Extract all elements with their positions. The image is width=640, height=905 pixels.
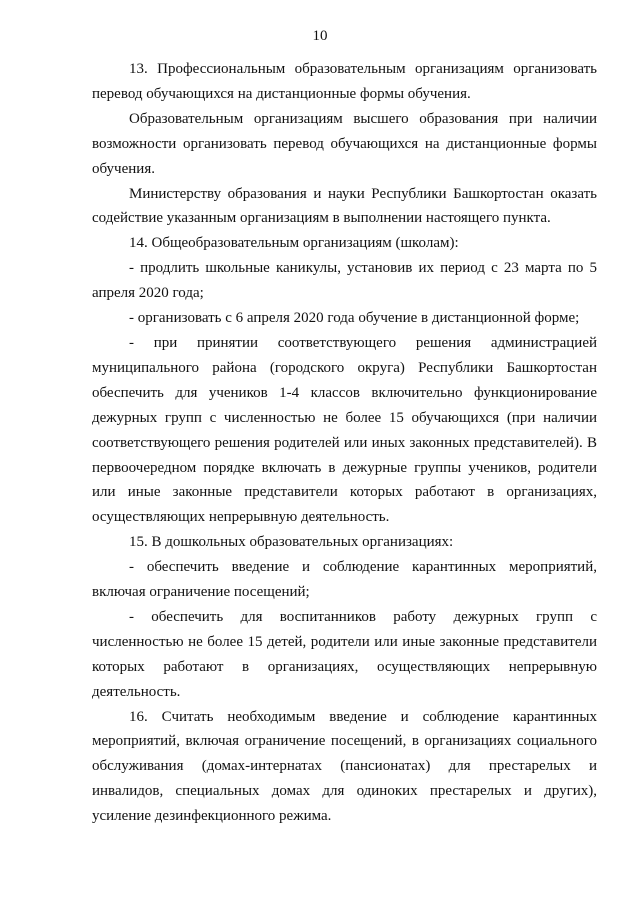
paragraph-13: 13. Профессиональным образовательным организациям организовать перевод обучающихся на дистанционные формы обучения. — [92, 61, 597, 102]
document-body — [92, 57, 597, 829]
paragraph-16: 16. Считать необходимым введение и соблюдение карантинных мероприятий, включая ограничение посещений, в организациях социального обслуживания (домах-интернатах (пансионатах) для престарелых и инвалидов, специальных домах для одиноких престарелых и других), усиление дезинфекционного режима. — [92, 708, 597, 825]
paragraph-14-duty-groups: - при принятии соответствующего решения администрацией муниципального района (городского округа) Республики Башкортостан обеспечить для учеников 1-4 классов включительно функционирование дежурных групп с численностью не более 15 обучающихся (при наличии соответствующего решения родителей или иных законных представителей). В первоочередном порядке включать в дежурные группы учеников, родители или иные законные представители которых работают в организациях, осуществляющих непрерывную деятельность. — [92, 334, 597, 526]
paragraph-ministry: Министерству образования и науки Республики Башкортостан оказать содействие указанным организациям в выполнении настоящего пункта. — [92, 185, 597, 227]
page-number: 10 — [312, 28, 328, 44]
paragraph-15-duty-groups: - обеспечить для воспитанников работу дежурных групп с численностью не более 15 детей, родители или иные законные представители которых работают в организациях, осуществляющих непрерывную деятельность. — [92, 608, 597, 700]
paragraph-15-quarantine: - обеспечить введение и соблюдение карантинных мероприятий, включая ограничение посещений; — [92, 559, 597, 601]
paragraph-14-distance: - организовать с 6 апреля 2020 года обучение в дистанционной форме; — [129, 310, 580, 327]
paragraph-higher-education: Образовательным организациям высшего образования при наличии возможности организовать перевод обучающихся на дистанционные формы обучения. — [92, 110, 597, 177]
paragraph-15: 15. В дошкольных образовательных организациях: — [129, 534, 454, 551]
paragraph-14-vacation: - продлить школьные каникулы, установив их период с 23 марта по 5 апреля 2020 года; — [92, 260, 597, 302]
paragraph-14: 14. Общеобразовательным организациям (школам): — [129, 235, 459, 252]
